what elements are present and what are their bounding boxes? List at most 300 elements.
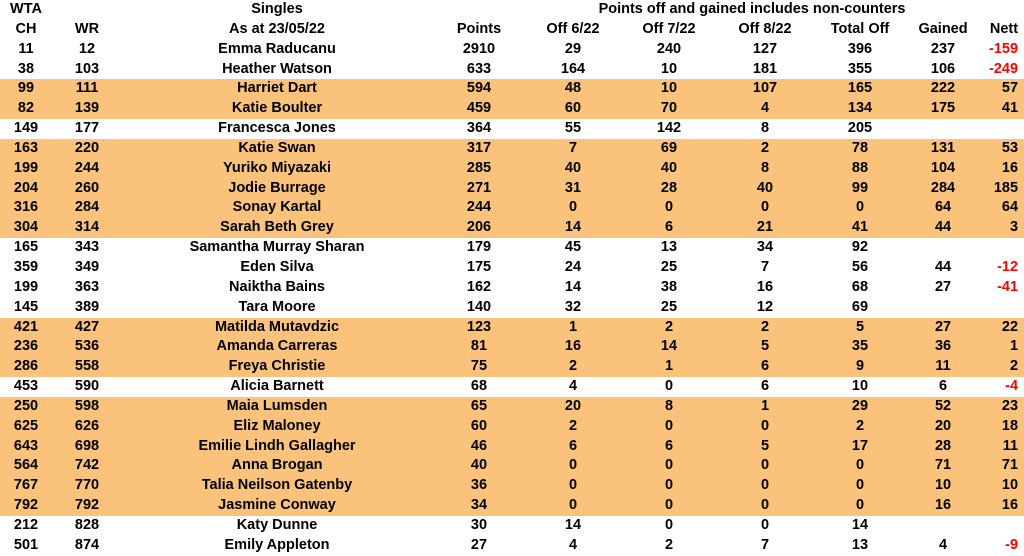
cell-ch: 82 <box>0 99 52 119</box>
cell-player-name: Jasmine Conway <box>122 496 432 516</box>
cell-nett <box>978 119 1024 139</box>
cell-wr: 770 <box>52 476 122 496</box>
header-row-2 <box>0 20 1024 40</box>
cell-total-off: 0 <box>812 198 908 218</box>
cell-off-8-22: 6 <box>718 357 812 377</box>
cell-off-6-22: 31 <box>526 179 620 199</box>
cell-off-8-22: 16 <box>756 278 774 295</box>
cell-wr: 139 <box>52 99 122 119</box>
cell-ch: 643 <box>0 437 52 457</box>
cell-total-off: 17 <box>812 437 908 457</box>
cell-nett: -249 <box>989 60 1019 77</box>
cell-off-7-22: 10 <box>620 79 718 99</box>
cell-player-name: Sonay Kartal <box>122 198 432 218</box>
cell-off-7-22: 0 <box>620 198 718 218</box>
header-singles: Singles <box>251 1 303 17</box>
cell-total-off: 88 <box>812 159 908 179</box>
cell-ch: 286 <box>0 357 52 377</box>
table-row <box>0 397 1024 417</box>
cell-off-6-22: 2 <box>526 357 620 377</box>
cell-nett: 10 <box>978 476 1024 496</box>
cell-off-8-22: 21 <box>718 218 812 238</box>
cell-total-off: 56 <box>851 258 869 275</box>
cell-off-7-22: 0 <box>620 496 718 516</box>
cell-off-6-22: 0 <box>526 456 620 476</box>
cell-off-8-22: 5 <box>718 337 812 357</box>
cell-gained: 36 <box>908 337 978 357</box>
cell-total-off: 14 <box>851 516 869 533</box>
cell-total-off: 35 <box>812 337 908 357</box>
cell-off-7-22: 0 <box>664 378 674 395</box>
cell-nett: -41 <box>997 278 1019 295</box>
cell-gained: 284 <box>908 179 978 199</box>
cell-player-name: Francesca Jones <box>218 120 336 137</box>
cell-points: 27 <box>470 536 488 553</box>
table-row <box>0 258 1024 278</box>
cell-total-off: 13 <box>851 536 869 553</box>
cell-total-off: 78 <box>812 139 908 159</box>
cell-off-8-22: 181 <box>752 60 778 77</box>
cell-off-8-22: 107 <box>718 79 812 99</box>
cell-off-7-22: 240 <box>656 40 682 57</box>
cell-gained: 20 <box>908 417 978 437</box>
cell-wr: 284 <box>52 198 122 218</box>
header-ch: CH <box>15 20 37 37</box>
cell-player-name: Talia Neilson Gatenby <box>122 476 432 496</box>
cell-off-6-22: 40 <box>526 159 620 179</box>
table-row <box>0 159 1024 179</box>
cell-off-6-22: 60 <box>526 99 620 119</box>
cell-off-7-22: 25 <box>660 298 678 315</box>
cell-total-off: 99 <box>812 179 908 199</box>
cell-player-name: Eden Silva <box>240 258 314 275</box>
cell-total-off: 41 <box>812 218 908 238</box>
cell-ch: 163 <box>0 139 52 159</box>
cell-points: 36 <box>432 476 526 496</box>
cell-ch: 204 <box>0 179 52 199</box>
cell-off-6-22: 0 <box>526 496 620 516</box>
cell-total-off: 92 <box>851 239 869 256</box>
table-row <box>0 278 1024 298</box>
cell-points: 60 <box>432 417 526 437</box>
cell-off-8-22: 8 <box>718 159 812 179</box>
cell-nett: 185 <box>978 179 1024 199</box>
cell-wr: 220 <box>52 139 122 159</box>
cell-ch: 11 <box>18 40 34 57</box>
header-points-note: Points off and gained includes non-counters <box>598 1 906 17</box>
cell-off-8-22: 4 <box>718 99 812 119</box>
table-row <box>0 79 1024 99</box>
cell-nett: 18 <box>978 417 1024 437</box>
cell-points: 65 <box>432 397 526 417</box>
cell-player-name: Maia Lumsden <box>122 397 432 417</box>
cell-player-name: Samantha Murray Sharan <box>189 239 365 256</box>
cell-gained: 6 <box>938 378 948 395</box>
cell-points: 140 <box>466 298 492 315</box>
cell-total-off: 10 <box>851 378 869 395</box>
header-gained: Gained <box>918 20 968 37</box>
cell-points: 179 <box>466 239 492 256</box>
cell-points: 459 <box>432 99 526 119</box>
header-total-off: Total Off <box>830 20 890 37</box>
cell-points: 40 <box>432 456 526 476</box>
cell-wr: 742 <box>52 456 122 476</box>
cell-off-7-22: 2 <box>664 536 674 553</box>
cell-wr: 363 <box>74 278 100 295</box>
cell-wr: 349 <box>74 258 100 275</box>
cell-gained: 52 <box>908 397 978 417</box>
cell-off-7-22: 0 <box>620 417 718 437</box>
cell-gained <box>908 516 978 536</box>
cell-ch: 236 <box>0 337 52 357</box>
table-row <box>0 60 1024 80</box>
cell-off-7-22: 38 <box>660 278 678 295</box>
cell-wr: 828 <box>74 516 100 533</box>
header-points: Points <box>456 20 502 37</box>
table-row <box>0 476 1024 496</box>
cell-total-off: 2 <box>812 417 908 437</box>
cell-points: 68 <box>470 378 488 395</box>
cell-nett: -9 <box>1005 536 1019 553</box>
cell-nett <box>978 238 1024 258</box>
cell-off-8-22: 0 <box>718 456 812 476</box>
cell-player-name: Emilie Lindh Gallagher <box>122 437 432 457</box>
cell-off-8-22: 6 <box>760 378 770 395</box>
cell-points: 364 <box>466 120 492 137</box>
cell-points: 594 <box>432 79 526 99</box>
cell-points: 30 <box>470 516 488 533</box>
cell-nett: 16 <box>978 159 1024 179</box>
table-row <box>0 318 1024 338</box>
cell-total-off: 69 <box>851 298 869 315</box>
cell-total-off: 0 <box>812 496 908 516</box>
header-row-1 <box>0 0 1024 20</box>
cell-off-7-22: 6 <box>620 218 718 238</box>
cell-total-off: 205 <box>847 120 873 137</box>
cell-wr: 590 <box>74 378 100 395</box>
table-row <box>0 516 1024 536</box>
cell-gained: 44 <box>908 218 978 238</box>
table-row <box>0 238 1024 258</box>
cell-nett: 1 <box>978 337 1024 357</box>
cell-off-6-22: 32 <box>564 298 582 315</box>
cell-gained: 4 <box>938 536 948 553</box>
cell-gained: 44 <box>934 258 952 275</box>
cell-off-6-22: 29 <box>564 40 582 57</box>
table-row <box>0 437 1024 457</box>
cell-ch: 564 <box>0 456 52 476</box>
cell-player-name: Katy Dunne <box>236 516 318 533</box>
cell-ch: 501 <box>13 536 39 553</box>
header-wta: WTA <box>10 1 42 17</box>
table-row <box>0 198 1024 218</box>
cell-off-6-22: 164 <box>560 60 586 77</box>
cell-off-7-22: 70 <box>620 99 718 119</box>
cell-total-off: 68 <box>851 278 869 295</box>
cell-player-name: Harriet Dart <box>122 79 432 99</box>
cell-points: 244 <box>432 198 526 218</box>
cell-off-8-22: 0 <box>718 417 812 437</box>
cell-total-off: 0 <box>812 456 908 476</box>
cell-gained: 237 <box>930 40 956 57</box>
cell-off-7-22: 69 <box>620 139 718 159</box>
cell-gained: 10 <box>908 476 978 496</box>
cell-player-name: Heather Watson <box>222 60 332 77</box>
header-off-7-22: Off 7/22 <box>642 20 696 37</box>
cell-gained: 222 <box>908 79 978 99</box>
table-row <box>0 139 1024 159</box>
cell-nett: 11 <box>978 437 1024 457</box>
cell-off-8-22: 1 <box>718 397 812 417</box>
cell-wr: 698 <box>52 437 122 457</box>
header-off-6-22: Off 6/22 <box>546 20 600 37</box>
cell-ch: 359 <box>13 258 39 275</box>
cell-off-7-22: 8 <box>620 397 718 417</box>
cell-gained: 131 <box>908 139 978 159</box>
cell-off-7-22: 0 <box>664 516 674 533</box>
cell-total-off: 0 <box>812 476 908 496</box>
table-row <box>0 417 1024 437</box>
cell-off-8-22: 7 <box>760 258 770 275</box>
cell-player-name: Jodie Burrage <box>122 179 432 199</box>
cell-points: 81 <box>432 337 526 357</box>
cell-nett: -12 <box>997 258 1019 275</box>
cell-off-6-22: 7 <box>526 139 620 159</box>
table-row <box>0 337 1024 357</box>
cell-total-off: 134 <box>812 99 908 119</box>
cell-gained: 104 <box>908 159 978 179</box>
cell-wr: 874 <box>74 536 100 553</box>
cell-player-name: Emily Appleton <box>224 536 330 553</box>
cell-off-7-22: 6 <box>620 437 718 457</box>
cell-ch: 145 <box>13 298 39 315</box>
cell-wr: 536 <box>52 337 122 357</box>
cell-total-off: 396 <box>847 40 873 57</box>
header-as-at: As at 23/05/22 <box>229 20 325 37</box>
cell-nett: 41 <box>978 99 1024 119</box>
cell-off-6-22: 2 <box>526 417 620 437</box>
cell-gained: 27 <box>934 278 952 295</box>
table-body <box>0 40 1024 556</box>
cell-wr: 111 <box>52 79 122 99</box>
cell-wr: 558 <box>52 357 122 377</box>
cell-gained: 106 <box>930 60 956 77</box>
table-row <box>0 99 1024 119</box>
cell-wr: 314 <box>52 218 122 238</box>
cell-off-7-22: 142 <box>656 120 682 137</box>
cell-off-6-22: 14 <box>526 218 620 238</box>
cell-gained: 71 <box>908 456 978 476</box>
cell-off-6-22: 24 <box>564 258 582 275</box>
cell-off-7-22: 40 <box>620 159 718 179</box>
cell-player-name: Eliz Maloney <box>122 417 432 437</box>
cell-wr: 177 <box>74 120 100 137</box>
cell-off-8-22: 7 <box>760 536 770 553</box>
cell-wr: 12 <box>78 40 96 57</box>
cell-points: 123 <box>432 318 526 338</box>
cell-points: 175 <box>466 258 492 275</box>
cell-points: 75 <box>432 357 526 377</box>
cell-off-7-22: 0 <box>620 456 718 476</box>
cell-off-6-22: 6 <box>526 437 620 457</box>
cell-points: 206 <box>432 218 526 238</box>
cell-off-7-22: 0 <box>620 476 718 496</box>
cell-ch: 767 <box>0 476 52 496</box>
cell-gained: 27 <box>908 318 978 338</box>
cell-nett: -4 <box>1005 378 1019 395</box>
cell-nett: 22 <box>978 318 1024 338</box>
cell-off-7-22: 14 <box>620 337 718 357</box>
header-off-8-22: Off 8/22 <box>738 20 792 37</box>
cell-wr: 427 <box>52 318 122 338</box>
cell-off-7-22: 1 <box>620 357 718 377</box>
cell-gained: 28 <box>908 437 978 457</box>
cell-gained <box>908 298 978 318</box>
cell-wr: 792 <box>52 496 122 516</box>
cell-ch: 421 <box>0 318 52 338</box>
cell-off-6-22: 48 <box>526 79 620 99</box>
cell-nett: 3 <box>978 218 1024 238</box>
cell-off-8-22: 12 <box>756 298 774 315</box>
table-row <box>0 298 1024 318</box>
cell-off-6-22: 45 <box>564 239 582 256</box>
cell-off-8-22: 127 <box>752 40 778 57</box>
cell-nett: 23 <box>978 397 1024 417</box>
cell-ch: 304 <box>0 218 52 238</box>
cell-player-name: Katie Swan <box>122 139 432 159</box>
cell-nett: 57 <box>978 79 1024 99</box>
cell-points: 46 <box>432 437 526 457</box>
cell-player-name: Naiktha Bains <box>229 278 325 295</box>
cell-wr: 260 <box>52 179 122 199</box>
cell-off-6-22: 20 <box>526 397 620 417</box>
table-row <box>0 119 1024 139</box>
cell-points: 285 <box>432 159 526 179</box>
cell-ch: 212 <box>13 516 39 533</box>
cell-nett: 2 <box>978 357 1024 377</box>
cell-off-7-22: 2 <box>620 318 718 338</box>
cell-off-8-22: 0 <box>760 516 770 533</box>
cell-off-8-22: 0 <box>718 476 812 496</box>
header-nett: Nett <box>989 20 1019 37</box>
cell-total-off: 29 <box>812 397 908 417</box>
cell-off-6-22: 55 <box>564 120 582 137</box>
cell-nett <box>978 298 1024 318</box>
cell-ch: 625 <box>0 417 52 437</box>
table-row <box>0 40 1024 60</box>
cell-gained: 64 <box>908 198 978 218</box>
cell-points: 317 <box>432 139 526 159</box>
cell-nett: 53 <box>978 139 1024 159</box>
cell-off-6-22: 14 <box>564 278 582 295</box>
table-row <box>0 377 1024 397</box>
cell-off-8-22: 0 <box>718 496 812 516</box>
cell-off-7-22: 10 <box>660 60 678 77</box>
cell-nett <box>978 516 1024 536</box>
cell-wr: 244 <box>52 159 122 179</box>
cell-ch: 316 <box>0 198 52 218</box>
cell-player-name: Yuriko Miyazaki <box>122 159 432 179</box>
cell-off-7-22: 13 <box>660 239 678 256</box>
cell-player-name: Matilda Mutavdzic <box>122 318 432 338</box>
cell-points: 633 <box>466 60 492 77</box>
cell-wr: 598 <box>52 397 122 417</box>
cell-off-8-22: 34 <box>756 239 774 256</box>
cell-total-off: 9 <box>812 357 908 377</box>
cell-ch: 149 <box>13 120 39 137</box>
cell-off-8-22: 8 <box>760 120 770 137</box>
cell-player-name: Katie Boulter <box>122 99 432 119</box>
cell-ch: 165 <box>13 239 39 256</box>
cell-wr: 626 <box>52 417 122 437</box>
cell-off-6-22: 0 <box>526 476 620 496</box>
cell-points: 2910 <box>462 40 496 57</box>
cell-total-off: 355 <box>847 60 873 77</box>
cell-player-name: Freya Christie <box>122 357 432 377</box>
cell-total-off: 5 <box>812 318 908 338</box>
cell-gained <box>908 119 978 139</box>
table-row <box>0 357 1024 377</box>
table-row <box>0 179 1024 199</box>
cell-player-name: Tara Moore <box>238 298 316 315</box>
cell-points: 34 <box>432 496 526 516</box>
cell-off-8-22: 2 <box>718 318 812 338</box>
table-row <box>0 496 1024 516</box>
cell-off-6-22: 14 <box>564 516 582 533</box>
cell-ch: 99 <box>0 79 52 99</box>
cell-off-8-22: 5 <box>718 437 812 457</box>
cell-nett: 16 <box>978 496 1024 516</box>
cell-gained <box>908 238 978 258</box>
table-row <box>0 218 1024 238</box>
cell-off-6-22: 4 <box>568 378 578 395</box>
cell-player-name: Sarah Beth Grey <box>122 218 432 238</box>
cell-off-7-22: 28 <box>620 179 718 199</box>
cell-off-8-22: 2 <box>718 139 812 159</box>
table-row <box>0 456 1024 476</box>
cell-ch: 199 <box>13 278 39 295</box>
cell-player-name: Anna Brogan <box>122 456 432 476</box>
cell-gained: 11 <box>908 357 978 377</box>
cell-wr: 103 <box>74 60 100 77</box>
cell-gained: 16 <box>908 496 978 516</box>
cell-nett: 71 <box>978 456 1024 476</box>
cell-wr: 343 <box>74 239 100 256</box>
cell-player-name: Emma Raducanu <box>218 40 336 57</box>
cell-off-6-22: 0 <box>526 198 620 218</box>
cell-off-6-22: 16 <box>526 337 620 357</box>
cell-wr: 389 <box>74 298 100 315</box>
cell-player-name: Amanda Carreras <box>122 337 432 357</box>
cell-off-8-22: 0 <box>718 198 812 218</box>
table-row <box>0 536 1024 556</box>
cell-off-8-22: 40 <box>718 179 812 199</box>
cell-ch: 792 <box>0 496 52 516</box>
cell-nett: -159 <box>989 40 1019 57</box>
cell-ch: 250 <box>0 397 52 417</box>
cell-ch: 199 <box>0 159 52 179</box>
cell-off-7-22: 25 <box>660 258 678 275</box>
header-wr: WR <box>74 20 100 37</box>
cell-total-off: 165 <box>812 79 908 99</box>
cell-points: 162 <box>466 278 492 295</box>
cell-points: 271 <box>432 179 526 199</box>
cell-gained: 175 <box>908 99 978 119</box>
cell-player-name: Alicia Barnett <box>230 378 324 395</box>
cell-ch: 453 <box>13 378 39 395</box>
cell-off-6-22: 4 <box>568 536 578 553</box>
cell-ch: 38 <box>17 60 35 77</box>
